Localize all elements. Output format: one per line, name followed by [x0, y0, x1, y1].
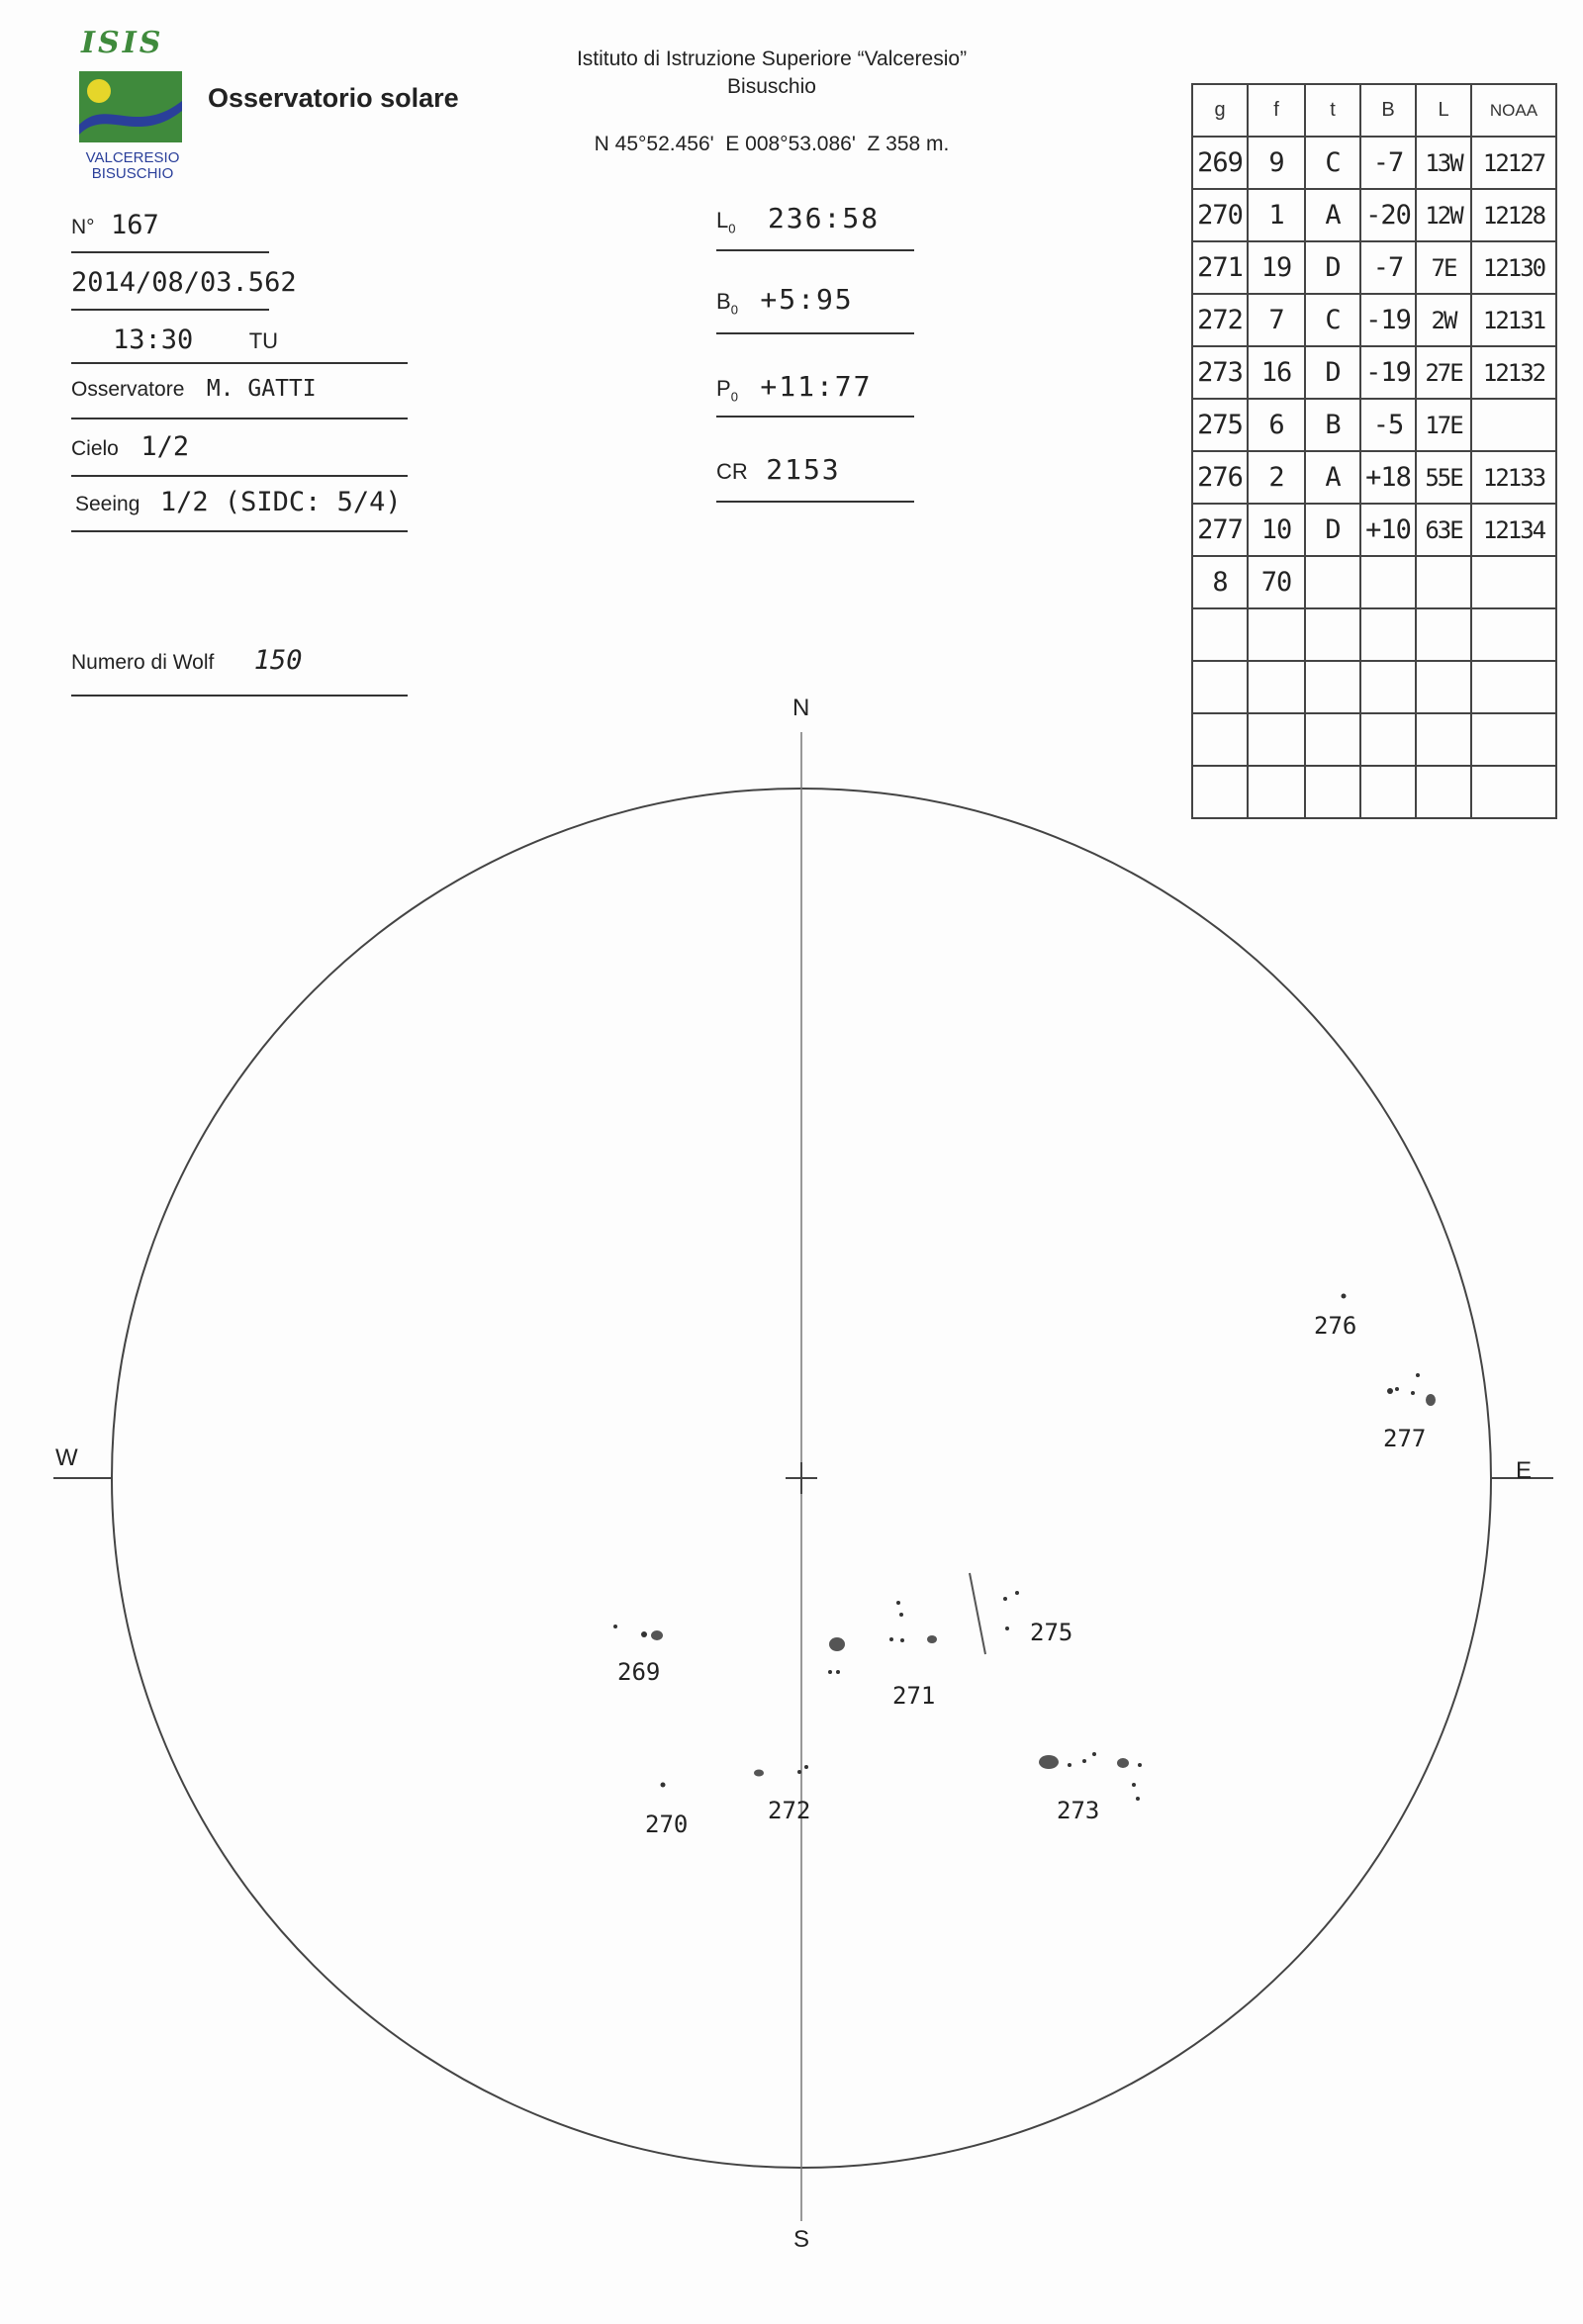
- table-cell: A: [1305, 451, 1360, 504]
- logo-subtitle-line2: BISUSCHIO: [91, 165, 174, 182]
- disk-label-276: 276: [1314, 1312, 1357, 1340]
- table-cell: 6: [1248, 399, 1305, 451]
- record-number-value: 167: [111, 210, 159, 240]
- p0-value: +11:77: [760, 370, 873, 403]
- table-cell: 12130: [1471, 241, 1556, 294]
- table-cell: 277: [1192, 504, 1248, 556]
- table-cell: [1471, 608, 1556, 661]
- record-number-label: N°: [71, 216, 95, 238]
- spots-271: [828, 1601, 937, 1674]
- header-l: L: [1416, 84, 1471, 137]
- table-cell: 272: [1192, 294, 1248, 346]
- cr-label: CR: [716, 459, 748, 484]
- disk-label-271: 271: [892, 1682, 936, 1710]
- spots-277: [1387, 1373, 1436, 1406]
- table-cell: 12127: [1471, 137, 1556, 189]
- table-cell: 13W: [1416, 137, 1471, 189]
- table-cell: [1360, 608, 1416, 661]
- table-cell: 12128: [1471, 189, 1556, 241]
- table-cell: -20: [1360, 189, 1416, 241]
- table-cell: [1305, 556, 1360, 608]
- institute-line1: Istituto di Istruzione Superiore “Valceresio”: [576, 47, 968, 70]
- group-275-divider: [970, 1573, 985, 1654]
- record-number: [71, 210, 159, 240]
- spots-275: [1003, 1591, 1019, 1630]
- table-cell: 1: [1248, 189, 1305, 241]
- logo-subtitle: [73, 150, 192, 182]
- table-cell: [1471, 399, 1556, 451]
- table-cell: 19: [1248, 241, 1305, 294]
- header-f: f: [1248, 84, 1305, 137]
- observer-row: [71, 376, 317, 402]
- table-cell: [1305, 608, 1360, 661]
- time-rule: [71, 362, 408, 364]
- table-cell: A: [1305, 189, 1360, 241]
- l0-rule: [716, 249, 914, 251]
- disk-label-275: 275: [1030, 1619, 1073, 1646]
- header-t: t: [1305, 84, 1360, 137]
- table-cell: 2: [1248, 451, 1305, 504]
- table-cell: -7: [1360, 137, 1416, 189]
- l0-value: 236:58: [767, 202, 881, 234]
- table-cell: [1471, 556, 1556, 608]
- table-cell: 12W: [1416, 189, 1471, 241]
- table-cell: 12133: [1471, 451, 1556, 504]
- time-unit: TU: [248, 328, 279, 353]
- logo-subtitle-line1: VALCERESIO: [85, 149, 180, 166]
- spots-273: [1039, 1752, 1142, 1801]
- table-cell: 9: [1248, 137, 1305, 189]
- b0-value: +5:95: [760, 283, 854, 316]
- logo-emblem-icon: [77, 67, 184, 146]
- table-row: [1192, 346, 1556, 399]
- table-cell: 63E: [1416, 504, 1471, 556]
- observation-date: 2014/08/03.562: [71, 267, 297, 298]
- time-value: 13:30: [113, 325, 194, 355]
- table-header-row: [1192, 84, 1556, 137]
- table-cell: 12131: [1471, 294, 1556, 346]
- table-cell: 271: [1192, 241, 1248, 294]
- observation-time: [113, 325, 278, 355]
- compass-south: S: [793, 2226, 810, 2253]
- spots-270: [661, 1783, 666, 1788]
- disk-label-277: 277: [1383, 1425, 1427, 1452]
- table-cell: B: [1305, 399, 1360, 451]
- logo: [73, 26, 192, 182]
- table-cell: 276: [1192, 451, 1248, 504]
- disk-label-269: 269: [617, 1658, 661, 1686]
- table-cell: -7: [1360, 241, 1416, 294]
- table-cell: 275: [1192, 399, 1248, 451]
- disk-label-270: 270: [645, 1811, 689, 1838]
- table-cell: 17E: [1416, 399, 1471, 451]
- wolf-label: Numero di Wolf: [71, 651, 215, 674]
- header-g: g: [1192, 84, 1248, 137]
- table-cell: -19: [1360, 294, 1416, 346]
- date-rule: [71, 309, 269, 311]
- spots-276: [1342, 1294, 1347, 1299]
- table-cell: [1192, 608, 1248, 661]
- table-cell: 8: [1192, 556, 1248, 608]
- table-cell: 269: [1192, 137, 1248, 189]
- p0-rule: [716, 416, 914, 418]
- cr-rule: [716, 501, 914, 503]
- observer-rule: [71, 418, 408, 419]
- table-cell: 27E: [1416, 346, 1471, 399]
- table-cell: D: [1305, 241, 1360, 294]
- table-row: [1192, 399, 1556, 451]
- table-cell: 70: [1248, 556, 1305, 608]
- observer-value: M. GATTI: [206, 376, 317, 402]
- sky-label: Cielo: [71, 437, 119, 460]
- table-row: [1192, 294, 1556, 346]
- table-cell: 270: [1192, 189, 1248, 241]
- header-b: B: [1360, 84, 1416, 137]
- table-cell: [1248, 608, 1305, 661]
- table-cell: 16: [1248, 346, 1305, 399]
- seeing-row: [75, 487, 402, 517]
- sky-row: [71, 431, 189, 462]
- record-number-rule: [71, 251, 269, 253]
- seeing-rule: [71, 530, 408, 532]
- observer-label: Osservatore: [71, 378, 185, 401]
- p0-label: $P_0$: [716, 376, 738, 405]
- cr-row: [716, 453, 841, 486]
- wolf-row: [71, 645, 303, 676]
- solar-disk-drawing: [0, 693, 1583, 2315]
- table-cell: 7E: [1416, 241, 1471, 294]
- seeing-value: 1/2 (SIDC: 5/4): [159, 487, 402, 517]
- table-cell: 10: [1248, 504, 1305, 556]
- logo-wordmark: ISIS: [81, 26, 164, 60]
- wolf-value: 150: [253, 645, 303, 676]
- table-cell: 7: [1248, 294, 1305, 346]
- institute-line2: Bisuschio: [727, 75, 816, 98]
- table-cell: [1416, 556, 1471, 608]
- table-cell: [1360, 556, 1416, 608]
- table-cell: [1416, 608, 1471, 661]
- l0-label: $L_0$: [716, 208, 736, 236]
- table-cell: D: [1305, 504, 1360, 556]
- p0-row: [716, 370, 873, 404]
- table-cell: +10: [1360, 504, 1416, 556]
- b0-label: $B_0$: [716, 289, 738, 318]
- compass-west: W: [55, 1444, 78, 1471]
- b0-rule: [716, 332, 914, 334]
- table-cell: 273: [1192, 346, 1248, 399]
- header-noaa: NOAA: [1471, 84, 1556, 137]
- spots-272: [754, 1765, 808, 1777]
- compass-east: E: [1516, 1457, 1533, 1484]
- table-cell: 12132: [1471, 346, 1556, 399]
- table-cell: D: [1305, 346, 1360, 399]
- disk-label-272: 272: [768, 1797, 811, 1824]
- seeing-label: Seeing: [75, 493, 140, 515]
- l0-row: [716, 202, 880, 235]
- spots-269: [613, 1625, 663, 1640]
- table-row: [1192, 189, 1556, 241]
- table-cell: 12134: [1471, 504, 1556, 556]
- table-cell: +18: [1360, 451, 1416, 504]
- table-row: [1192, 504, 1556, 556]
- table-cell: 55E: [1416, 451, 1471, 504]
- sky-value: 1/2: [140, 431, 190, 462]
- compass-north: N: [792, 695, 810, 721]
- table-row: [1192, 137, 1556, 189]
- sky-rule: [71, 475, 408, 477]
- b0-row: [716, 283, 854, 317]
- table-row: [1192, 556, 1556, 608]
- table-row: [1192, 608, 1556, 661]
- disk-label-273: 273: [1057, 1797, 1100, 1824]
- table-cell: C: [1305, 294, 1360, 346]
- cr-value: 2153: [766, 453, 841, 486]
- table-cell: -5: [1360, 399, 1416, 451]
- table-cell: C: [1305, 137, 1360, 189]
- table-cell: -19: [1360, 346, 1416, 399]
- table-row: [1192, 451, 1556, 504]
- observatory-title: Osservatorio solare: [208, 83, 459, 113]
- site-coordinates: N 45°52.456' E 008°53.086' Z 358 m.: [594, 133, 950, 155]
- table-cell: 2W: [1416, 294, 1471, 346]
- table-row: [1192, 241, 1556, 294]
